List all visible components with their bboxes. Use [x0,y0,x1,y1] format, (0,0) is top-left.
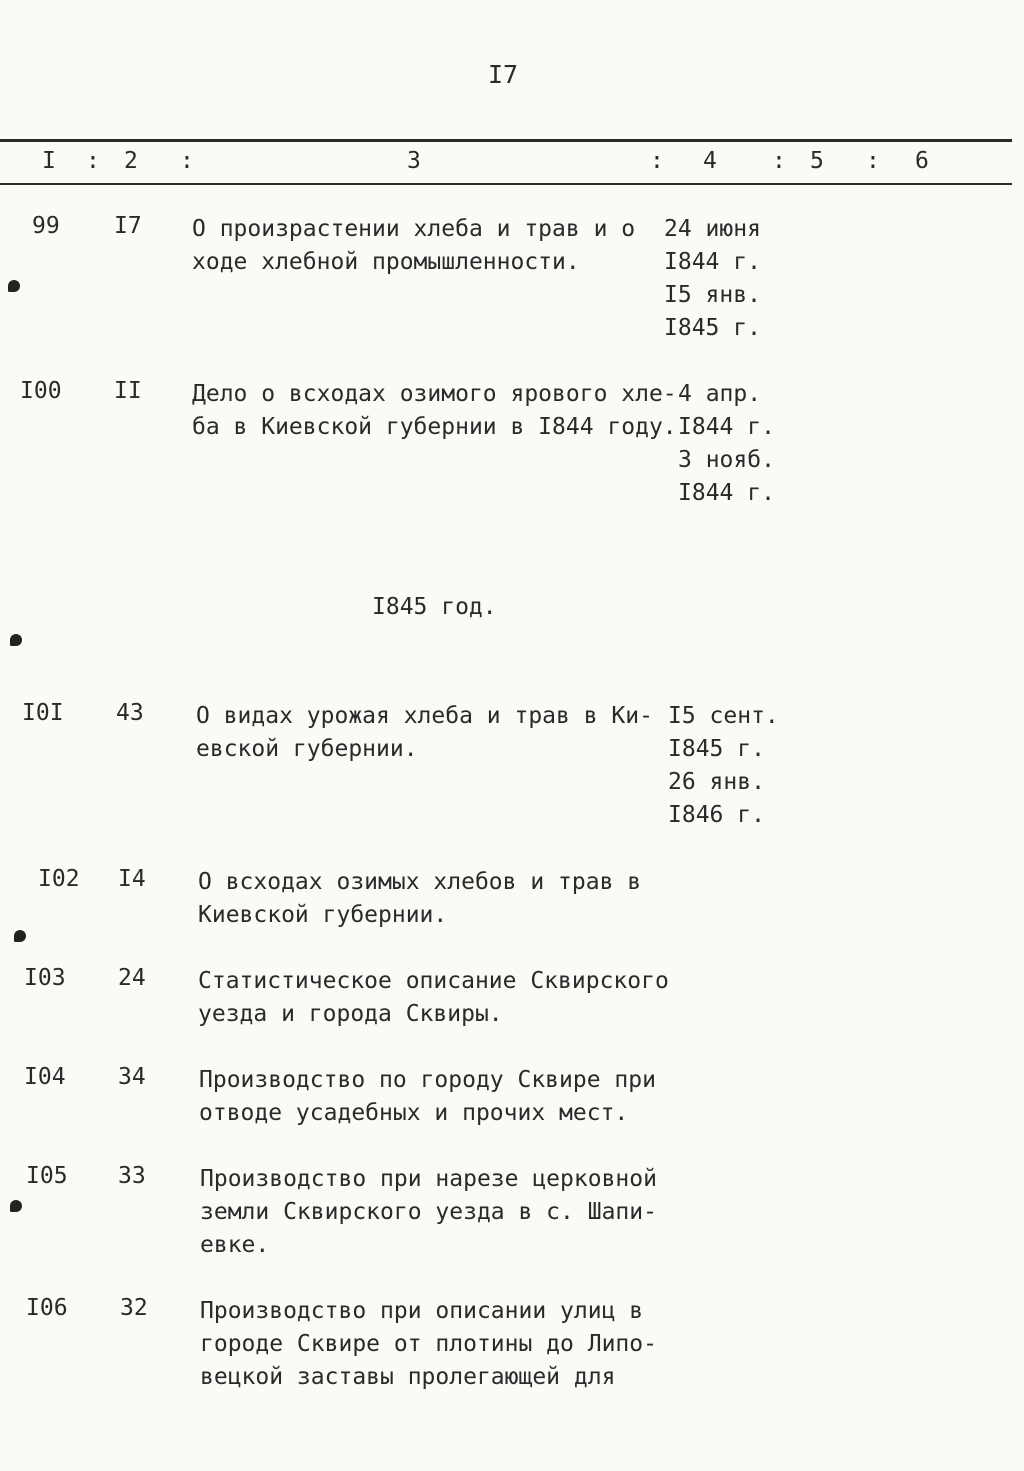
section-title: I845 год. [372,594,497,620]
header-sep2: : [180,148,194,174]
row-dates: 24 июня I844 г. I5 янв. I845 г. [664,216,761,341]
header-col6: 6 [915,148,929,174]
row-sheets: 34 [118,1064,146,1090]
header-col1: I [42,148,56,174]
row-number: I00 [20,378,62,404]
row-number: I02 [38,866,80,892]
header-col2: 2 [124,148,138,174]
binding-mark [10,1200,22,1212]
page-number: I7 [488,60,519,89]
row-sheets: 24 [118,965,146,991]
header-col5: 5 [810,148,824,174]
header-col3: 3 [407,148,421,174]
table-header-rule [0,183,1012,185]
row-sheets: 33 [118,1163,146,1189]
row-number: I06 [26,1295,68,1321]
header-sep4: : [772,148,786,174]
row-title: Дело о всходах озимого ярового хле- ба в Киевской губернии в I844 году. [192,381,677,440]
row-number: I0I [22,700,64,726]
header-col4: 4 [703,148,717,174]
row-title: О произрастении хлеба и трав и о ходе хлебной промышленности. [192,216,636,275]
row-sheets: II [114,378,142,404]
row-title: Статистическое описание Сквирского уезда и города Сквиры. [198,968,669,1027]
row-number: 99 [32,213,60,239]
binding-mark [10,634,22,646]
binding-mark [14,930,26,942]
row-title: Производство по городу Сквире при отводе усадебных и прочих мест. [199,1067,656,1126]
row-sheets: 43 [116,700,144,726]
row-sheets: I7 [114,213,142,239]
row-sheets: 32 [120,1295,148,1321]
header-sep3: : [650,148,664,174]
row-title: Производство при описании улиц в городе Сквире от плотины до Липо- вецкой заставы пролегающей для [200,1298,657,1390]
row-number: I05 [26,1163,68,1189]
row-title: Производство при нарезе церковной земли Сквирского уезда в с. Шапи- евке. [200,1166,657,1258]
table-top-rule [0,139,1012,142]
row-sheets: I4 [118,866,146,892]
row-number: I03 [24,965,66,991]
binding-mark [8,280,20,292]
row-dates: I5 сент. I845 г. 26 янв. I846 г. [668,703,779,828]
row-title: О видах урожая хлеба и трав в Ки- евской губернии. [196,703,653,762]
row-dates: 4 апр. I844 г. 3 нояб. I844 г. [678,381,775,506]
header-sep5: : [866,148,880,174]
header-sep1: : [86,148,100,174]
row-title: О всходах озимых хлебов и трав в Киевской губернии. [198,869,642,928]
row-number: I04 [24,1064,66,1090]
